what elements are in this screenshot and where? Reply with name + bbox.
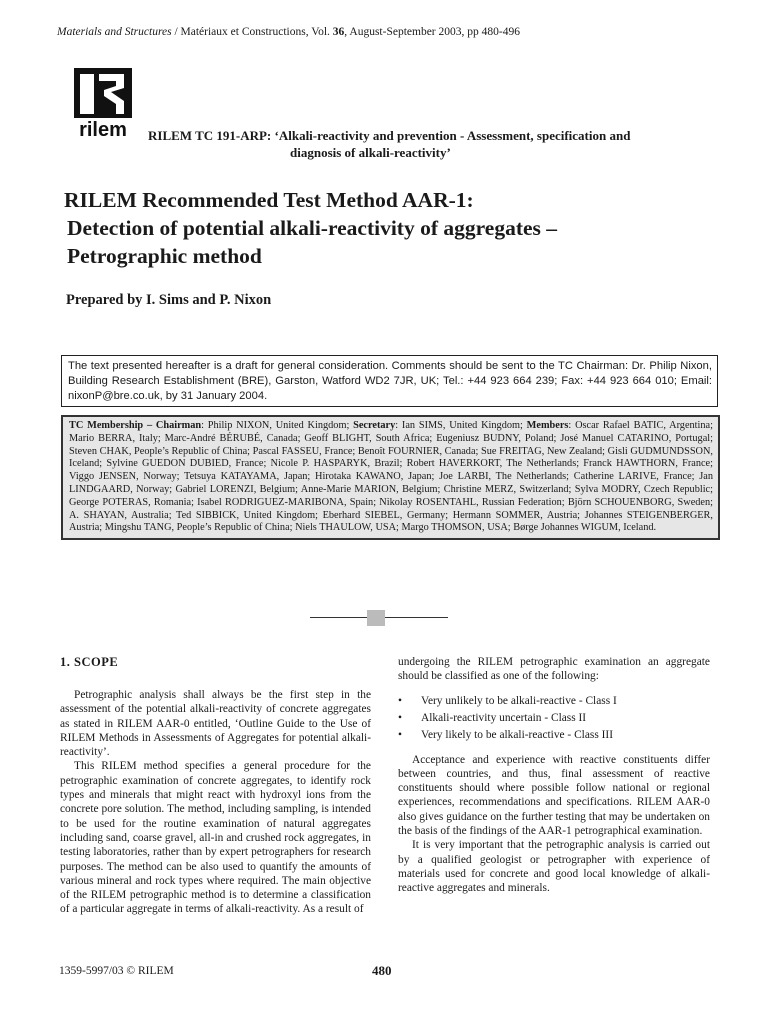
list-item: • Alkali-reactivity uncertain - Class II xyxy=(398,710,710,727)
paragraph: This RILEM method specifies a general procedure for the petrographic examination of concrete aggregates, to identify rock types and minerals that might react with hydroxyl ions from the concrete pore solution. The method, including sampling, is intended to be used for the routine examination of natural aggregates including sand, coarse gravel, all-in and crushed rock aggregates, in testing laboratories, rather than by expert petrographers for research purposes. The method can be also used to quantify the amounts of various mineral and rock types where required. The main objective of the RILEM petrographic method is to determine a classification of a particular aggregate in terms of alkali-reactivity. As a result of xyxy=(60,760,371,916)
journal-alt-name: / Matériaux et Constructions, Vol. xyxy=(171,26,333,38)
left-column xyxy=(60,688,371,917)
title-line-2: Detection of potential alkali-reactivity of aggregates – xyxy=(67,216,558,240)
draft-notice-box: The text presented hereafter is a draft for general consideration. Comments should be sent to the TC Chairman: Dr. Philip Nixon, Building Research Establishment (BRE), Garston, Watford WD2 7JR, UK; Tel.: +44 923 664 239; Fax: +44 923 664 010; Email: nixonP@bre.co.uk, by 31 January 2004. xyxy=(61,355,718,407)
committee-heading xyxy=(148,127,708,161)
footer-code: 1359-5997/03 © RILEM xyxy=(59,965,174,977)
authors-line: Prepared by I. Sims and P. Nixon xyxy=(66,292,272,308)
journal-header xyxy=(57,26,520,38)
members-label: Members xyxy=(526,420,569,431)
divider-square xyxy=(367,610,385,626)
rilem-logo xyxy=(72,68,134,140)
committee-line-1: RILEM TC 191-ARP: ‘Alkali-reactivity and prevention - Assessment, specification and xyxy=(148,128,631,143)
secretary-name: : Ian SIMS, United Kingdom; xyxy=(395,420,527,431)
divider-line-right xyxy=(385,617,448,618)
committee-line-2: diagnosis of alkali-reactivity’ xyxy=(290,145,451,160)
right-column xyxy=(398,655,710,896)
paragraph: It is very important that the petrographic analysis is carried out by a qualified geologist or petrographer with experience of materials used for concrete and good local knowledge of alkali-reactive aggregates and minerals. xyxy=(398,839,710,895)
page-number: 480 xyxy=(372,963,392,978)
logo-wordmark: rilem xyxy=(79,119,127,140)
chair-label: TC Membership – Chairman xyxy=(69,420,202,431)
list-item: • Very likely to be alkali-reactive - Class III xyxy=(398,727,710,744)
membership-box xyxy=(61,415,720,540)
divider-line-left xyxy=(310,617,367,618)
journal-name: Materials and Structures xyxy=(57,26,172,38)
paragraph: Acceptance and experience with reactive constituents differ between countries, and thus, final assessment of reactive constituents should where possible follow national or regional experiences, recommendations and specifications. RILEM AAR-0 also gives guidance on the further testing that may be undertaken on the basis of the findings of the AAR-1 petrographical examination. xyxy=(398,753,710,838)
title-line-3: Petrographic method xyxy=(67,244,262,268)
paragraph: Petrographic analysis shall always be the first step in the assessment of the potential alkali-reactivity of concrete aggregates as stated in RILEM AAR-0 entitled, ‘Outline Guide to the Use of RILEM Methods in Assessments of Aggregates for potential alkali-reactivity’. xyxy=(60,689,371,759)
secretary-label: Secretary xyxy=(353,420,396,431)
chair-name: : Philip NIXON, United Kingdom; xyxy=(201,420,354,431)
journal-issue: , August-September 2003, pp 480-496 xyxy=(344,26,520,38)
journal-volume: 36 xyxy=(332,26,345,38)
section-heading: 1. SCOPE xyxy=(60,655,119,669)
classification-list xyxy=(398,693,710,744)
title-line-1: RILEM Recommended Test Method AAR-1: xyxy=(64,188,474,212)
paragraph: undergoing the RILEM petrographic examination an aggregate should be classified as one of the following: xyxy=(398,656,710,683)
members-list: : Oscar Rafael BATIC, Argentina; Mario BERRA, Italy; Marc-André BÉRUBÉ, Canada; Geoff BLIGHT, South Africa; Eugeniusz BUDNY, Poland; José Manuel CATARINO, Portugal; Steven CHAK, People’s Republic of China; Pascal FASSEU, France; Benoît FOURNIER, Canada; Sue FREITAG, New Zealand; Gisli GUDMUNDSSON, Iceland; Sylvine GUEDON DUBIED, France; Nicole P. HASPARYK, Brazil; Robert HAVERKORT, The Netherlands; Franck HAWTHORN, France; Viggo JENSEN, Norway; Tetsuya KATAYAMA, Japan; Hirotaka KAWANO, Japan; Joe LARBI, The Netherlands; Catherine LARIVE, France; Jan LINDGAARD, Norway; Gabriel LORENZI, Belgium; Anne-Marie MARION, Belgium; Christine MERZ, Switzerland; Sylva MODRY, Czech Republic; George POTERAS, Romania; Isabel RODRIGUEZ-MARIBONA, Spain; Nikolay ROSENTAHL, Russian Federation; Björn SCHOUENBORG, Sweden; A. SHAYAN, Australia; Ted SIBBICK, United Kingdom; Eberhard SIEBEL, Germany; Hermann SOMMER, Austria; Johannes STEIGENBERGER, Austria; Mingshu TANG, People’s Republic of China; Niels THAULOW, USA; Margo THOMSON, USA; Børge Johannes WIGUM, Iceland. xyxy=(69,420,713,534)
list-item: • Very unlikely to be alkali-reactive - Class I xyxy=(398,693,710,710)
document-title xyxy=(64,186,704,270)
